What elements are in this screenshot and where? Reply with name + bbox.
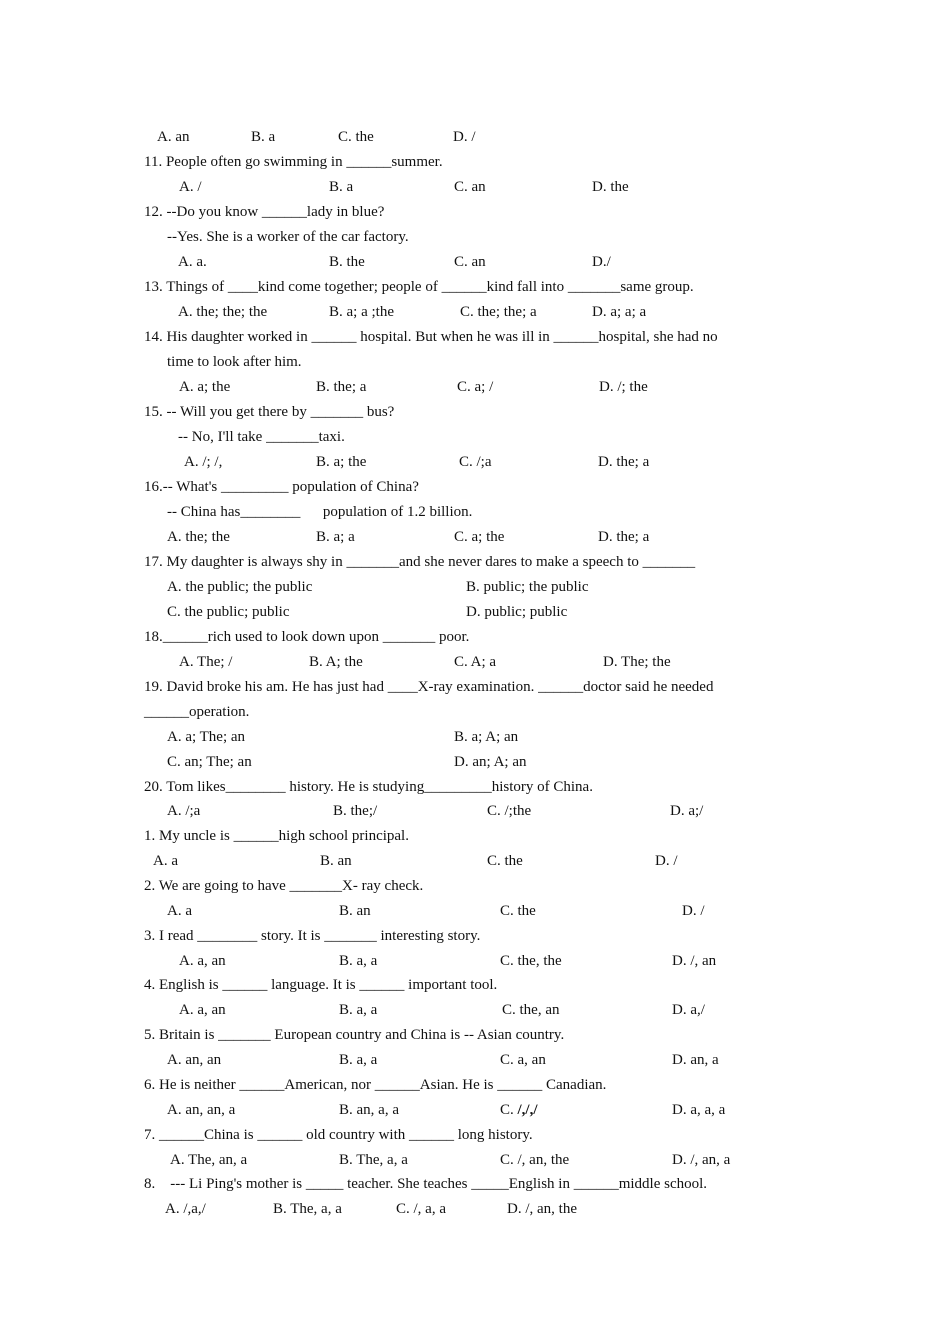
q11-option-a: A. / — [179, 179, 202, 195]
q16-option-d: D. the; a — [598, 529, 650, 545]
q13-stem: 13. Things of ____kind come together; people of ______kind fall into _______same group. — [144, 279, 694, 295]
q12-option-c: C. an — [454, 254, 486, 270]
q15-option-d: D. the; a — [598, 454, 650, 470]
p7-option-b: B. The, a, a — [339, 1152, 408, 1168]
p2-option-d: D. / — [682, 903, 705, 919]
p4-option-a: A. a, an — [179, 1002, 226, 1018]
q13-option-a: A. the; the; the — [178, 304, 268, 320]
q18-stem: 18.______rich used to look down upon _______ poor. — [144, 629, 470, 645]
q11-option-c: C. an — [454, 179, 486, 195]
q19-option-d: D. an; A; an — [454, 754, 527, 770]
q20-stem: 20. Tom likes________ history. He is studying_________history of China. — [144, 779, 593, 795]
q15-option-b: B. a; the — [316, 454, 367, 470]
p6-option-d: D. a, a, a — [672, 1102, 726, 1118]
p5-option-c: C. a, an — [500, 1052, 546, 1068]
q15-stem: 15. -- Will you get there by _______ bus? — [144, 404, 395, 420]
q19-option-c: C. an; The; an — [167, 754, 252, 770]
p8-option-b: B. The, a, a — [273, 1201, 342, 1217]
p1-option-c: C. the — [487, 853, 523, 869]
q11-option-d: D. the — [592, 179, 629, 195]
q10-option-c: C. the — [338, 129, 374, 145]
p2-option-c: C. the — [500, 903, 536, 919]
p5-option-b: B. a, a — [339, 1052, 378, 1068]
p7-option-c: C. /, an, the — [500, 1152, 570, 1168]
q18-option-b: B. A; the — [309, 654, 363, 670]
p1-option-d: D. / — [655, 853, 678, 869]
q10-option-b: B. a — [251, 129, 276, 145]
q12-option-a: A. a. — [178, 254, 207, 270]
q13-option-c: C. the; the; a — [460, 304, 537, 320]
q19-stem: 19. David broke his am. He has just had ____X-ray examination. ______doctor said he needed — [144, 679, 714, 695]
p3-option-a: A. a, an — [179, 953, 226, 969]
p2-option-b: B. an — [339, 903, 371, 919]
q11-option-b: B. a — [329, 179, 354, 195]
q15-option-a: A. /; /, — [184, 454, 223, 470]
q16-stem: 16.-- What's _________ population of China? — [144, 479, 419, 495]
p1-option-a: A. a — [153, 853, 178, 869]
p6-option-c-text: /,/,/ — [517, 1102, 538, 1118]
q19-option-a: A. a; The; an — [167, 729, 246, 745]
q11-stem: 11. People often go swimming in ______summer. — [144, 154, 443, 170]
p7-option-d: D. /, an, a — [672, 1152, 731, 1168]
p7-stem: 7. ______China is ______ old country with ______ long history. — [144, 1127, 533, 1143]
q12-option-d: D./ — [592, 254, 611, 270]
q13-option-d: D. a; a; a — [592, 304, 647, 320]
p1-stem: 1. My uncle is ______high school principal. — [144, 828, 409, 844]
q18-option-d: D. The; the — [603, 654, 671, 670]
p6-option-c — [500, 1100, 538, 1120]
q16-option-b: B. a; a — [316, 529, 355, 545]
q18-option-c: C. A; a — [454, 654, 497, 670]
q16-reply: -- China has________ population of 1.2 billion. — [167, 504, 473, 520]
p3-option-b: B. a, a — [339, 953, 378, 969]
p3-option-c: C. the, the — [500, 953, 562, 969]
p8-option-d: D. /, an, the — [507, 1201, 577, 1217]
p8-stem: 8. --- Li Ping's mother is _____ teacher. She teaches _____English in ______middle school. — [144, 1176, 708, 1192]
q14-stem: 14. His daughter worked in ______ hospital. But when he was ill in ______hospital, she had no — [144, 329, 718, 345]
q17-option-c: C. the public; public — [167, 604, 290, 620]
q20-option-a: A. /;a — [167, 803, 201, 819]
p3-option-d: D. /, an — [672, 953, 717, 969]
q12-option-b: B. the — [329, 254, 365, 270]
q17-option-a: A. the public; the public — [167, 579, 313, 595]
p6-stem: 6. He is neither ______American, nor ______Asian. He is ______ Canadian. — [144, 1077, 607, 1093]
p2-stem: 2. We are going to have _______X- ray check. — [144, 878, 424, 894]
q19-option-b: B. a; A; an — [454, 729, 519, 745]
q12-reply: --Yes. She is a worker of the car factory. — [167, 229, 409, 245]
q12-stem: 12. --Do you know ______lady in blue? — [144, 204, 385, 220]
q14-option-a: A. a; the — [179, 379, 231, 395]
p6-option-a: A. an, an, a — [167, 1102, 236, 1118]
q19-stem-continued: ______operation. — [144, 704, 250, 720]
p8-option-c: C. /, a, a — [396, 1201, 446, 1217]
q10-option-a: A. an — [157, 129, 190, 145]
q15-option-c: C. /;a — [459, 454, 492, 470]
p3-stem: 3. I read ________ story. It is _______ interesting story. — [144, 928, 481, 944]
q20-option-c: C. /;the — [487, 803, 532, 819]
q20-option-b: B. the;/ — [333, 803, 378, 819]
q10-option-d: D. / — [453, 129, 476, 145]
p5-option-a: A. an, an — [167, 1052, 222, 1068]
q17-stem: 17. My daughter is always shy in _______and she never dares to make a speech to _______ — [144, 554, 696, 570]
p5-option-d: D. an, a — [672, 1052, 719, 1068]
p7-option-a: A. The, an, a — [170, 1152, 248, 1168]
q14-option-b: B. the; a — [316, 379, 367, 395]
p4-option-c: C. the, an — [502, 1002, 560, 1018]
q14-stem-continued: time to look after him. — [167, 354, 302, 370]
p1-option-b: B. an — [320, 853, 352, 869]
p5-stem: 5. Britain is _______ European country and China is -- Asian country. — [144, 1027, 565, 1043]
p8-option-a: A. /,a,/ — [165, 1201, 206, 1217]
q15-reply: -- No, I'll take _______taxi. — [178, 429, 345, 445]
q20-option-d: D. a;/ — [670, 803, 704, 819]
p4-option-d: D. a,/ — [672, 1002, 705, 1018]
p4-option-b: B. a, a — [339, 1002, 378, 1018]
q13-option-b: B. a; a ;the — [329, 304, 394, 320]
q14-option-c: C. a; / — [457, 379, 494, 395]
q14-option-d: D. /; the — [599, 379, 648, 395]
q18-option-a: A. The; / — [179, 654, 233, 670]
p2-option-a: A. a — [167, 903, 192, 919]
p6-option-c-letter: C. — [500, 1102, 518, 1118]
p4-stem: 4. English is ______ language. It is ______ important tool. — [144, 977, 498, 993]
p6-option-b: B. an, a, a — [339, 1102, 399, 1118]
q16-option-c: C. a; the — [454, 529, 505, 545]
q16-option-a: A. the; the — [167, 529, 230, 545]
q17-option-b: B. public; the public — [466, 579, 589, 595]
q17-option-d: D. public; public — [466, 604, 568, 620]
